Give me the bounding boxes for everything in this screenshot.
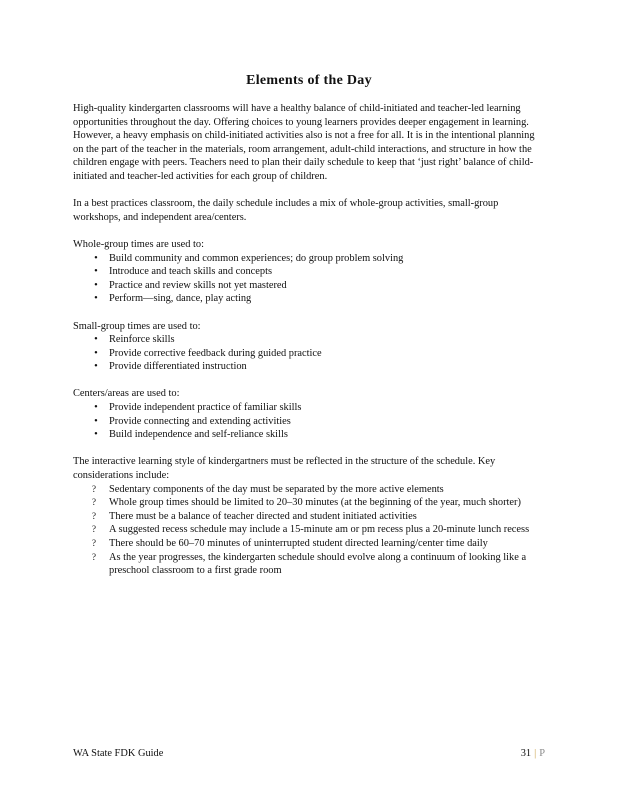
- whole-group-heading: Whole‐group times are used to:: [73, 238, 204, 250]
- bullet-icon: •: [94, 252, 98, 264]
- question-mark-icon: ?: [92, 551, 96, 562]
- list-item: ? There must be a balance of teacher directed and student initiated activities: [89, 510, 543, 524]
- list-item: ? As the year progresses, the kindergarten schedule should evolve along a continuum of looking like a preschool classroom to a first grade room: [89, 551, 543, 578]
- page-label: P: [539, 748, 545, 759]
- question-mark-icon: ?: [92, 497, 96, 508]
- footer-separator: |: [534, 748, 537, 759]
- whole-group-list: [73, 252, 543, 306]
- list-item: • Reinforce skills: [91, 333, 543, 347]
- list-item: • Provide independent practice of familiar skills: [91, 401, 543, 415]
- page-number: [521, 748, 545, 759]
- list-item: ? There should be 60–70 minutes of uninterrupted student directed learning/center time daily: [89, 537, 543, 551]
- list-item: • Build community and common experiences; do group problem solving: [91, 252, 543, 266]
- question-mark-icon: ?: [92, 510, 96, 521]
- bullet-icon: •: [94, 279, 98, 291]
- question-mark-icon: ?: [92, 483, 96, 494]
- bullet-icon: •: [94, 429, 98, 441]
- list-item: ? Whole group times should be limited to 20–30 minutes (at the beginning of the year, much shorter): [89, 496, 543, 510]
- list-item: ? Sedentary components of the day must be separated by the more active elements: [89, 483, 543, 497]
- body-content: [73, 102, 543, 578]
- small-group-heading: Small‐group times are used to:: [73, 320, 201, 332]
- list-item: • Provide connecting and extending activities: [91, 415, 543, 429]
- considerations-paragraph: The interactive learning style of kindergartners must be reflected in the structure of the schedule. Key considerations include:: [73, 456, 496, 482]
- small-group-list: [73, 333, 543, 374]
- bullet-icon: •: [94, 347, 98, 359]
- centers-list: [73, 401, 543, 442]
- list-item: • Perform—sing, dance, play acting: [91, 292, 543, 306]
- intro-paragraph: High‐quality kindergarten classrooms will have a healthy balance of child‐initiated and teacher‐led learning opportunities throughout the day. Offering choices to young learners provides deeper engagement in learning. However, a heavy emphasis on child‐initiated activities also is not a free for all. It is in the intentional planning on the part of the teacher in the materials, room arrangement, adult‐child interactions, and structure in how the children engage with peers. Teachers need to plan their daily schedule to keep that ‘just right’ balance of child‐initiated and teacher‐led activities for each group of children.: [73, 103, 535, 182]
- list-item: • Introduce and teach skills and concepts: [91, 265, 543, 279]
- question-mark-icon: ?: [92, 538, 96, 548]
- footer-guide-title: WA State FDK Guide: [73, 748, 164, 759]
- list-item: • Practice and review skills not yet mastered: [91, 279, 543, 293]
- centers-heading: Centers/areas are used to:: [73, 388, 180, 400]
- bullet-icon: •: [94, 415, 98, 427]
- page-title: Elements of the Day: [246, 73, 372, 88]
- list-item: ? A suggested recess schedule may include a 15‐minute am or pm recess plus a 20‐minute lunch recess: [89, 523, 543, 537]
- bullet-icon: •: [94, 334, 98, 346]
- bullet-icon: •: [94, 293, 98, 305]
- list-item: • Provide differentiated instruction: [91, 360, 543, 374]
- list-item: • Build independence and self‐reliance skills: [91, 428, 543, 442]
- list-item: • Provide corrective feedback during guided practice: [91, 347, 543, 361]
- bullet-icon: •: [94, 361, 98, 373]
- question-mark-icon: ?: [92, 524, 96, 535]
- considerations-list: [73, 483, 543, 578]
- bullet-icon: •: [94, 402, 98, 414]
- page-number-value: 31: [520, 748, 532, 759]
- bullet-icon: •: [94, 266, 98, 278]
- schedule-paragraph: In a best practices classroom, the daily schedule includes a mix of whole‐group activities, small‐group workshops, and independent area/centers.: [73, 198, 499, 223]
